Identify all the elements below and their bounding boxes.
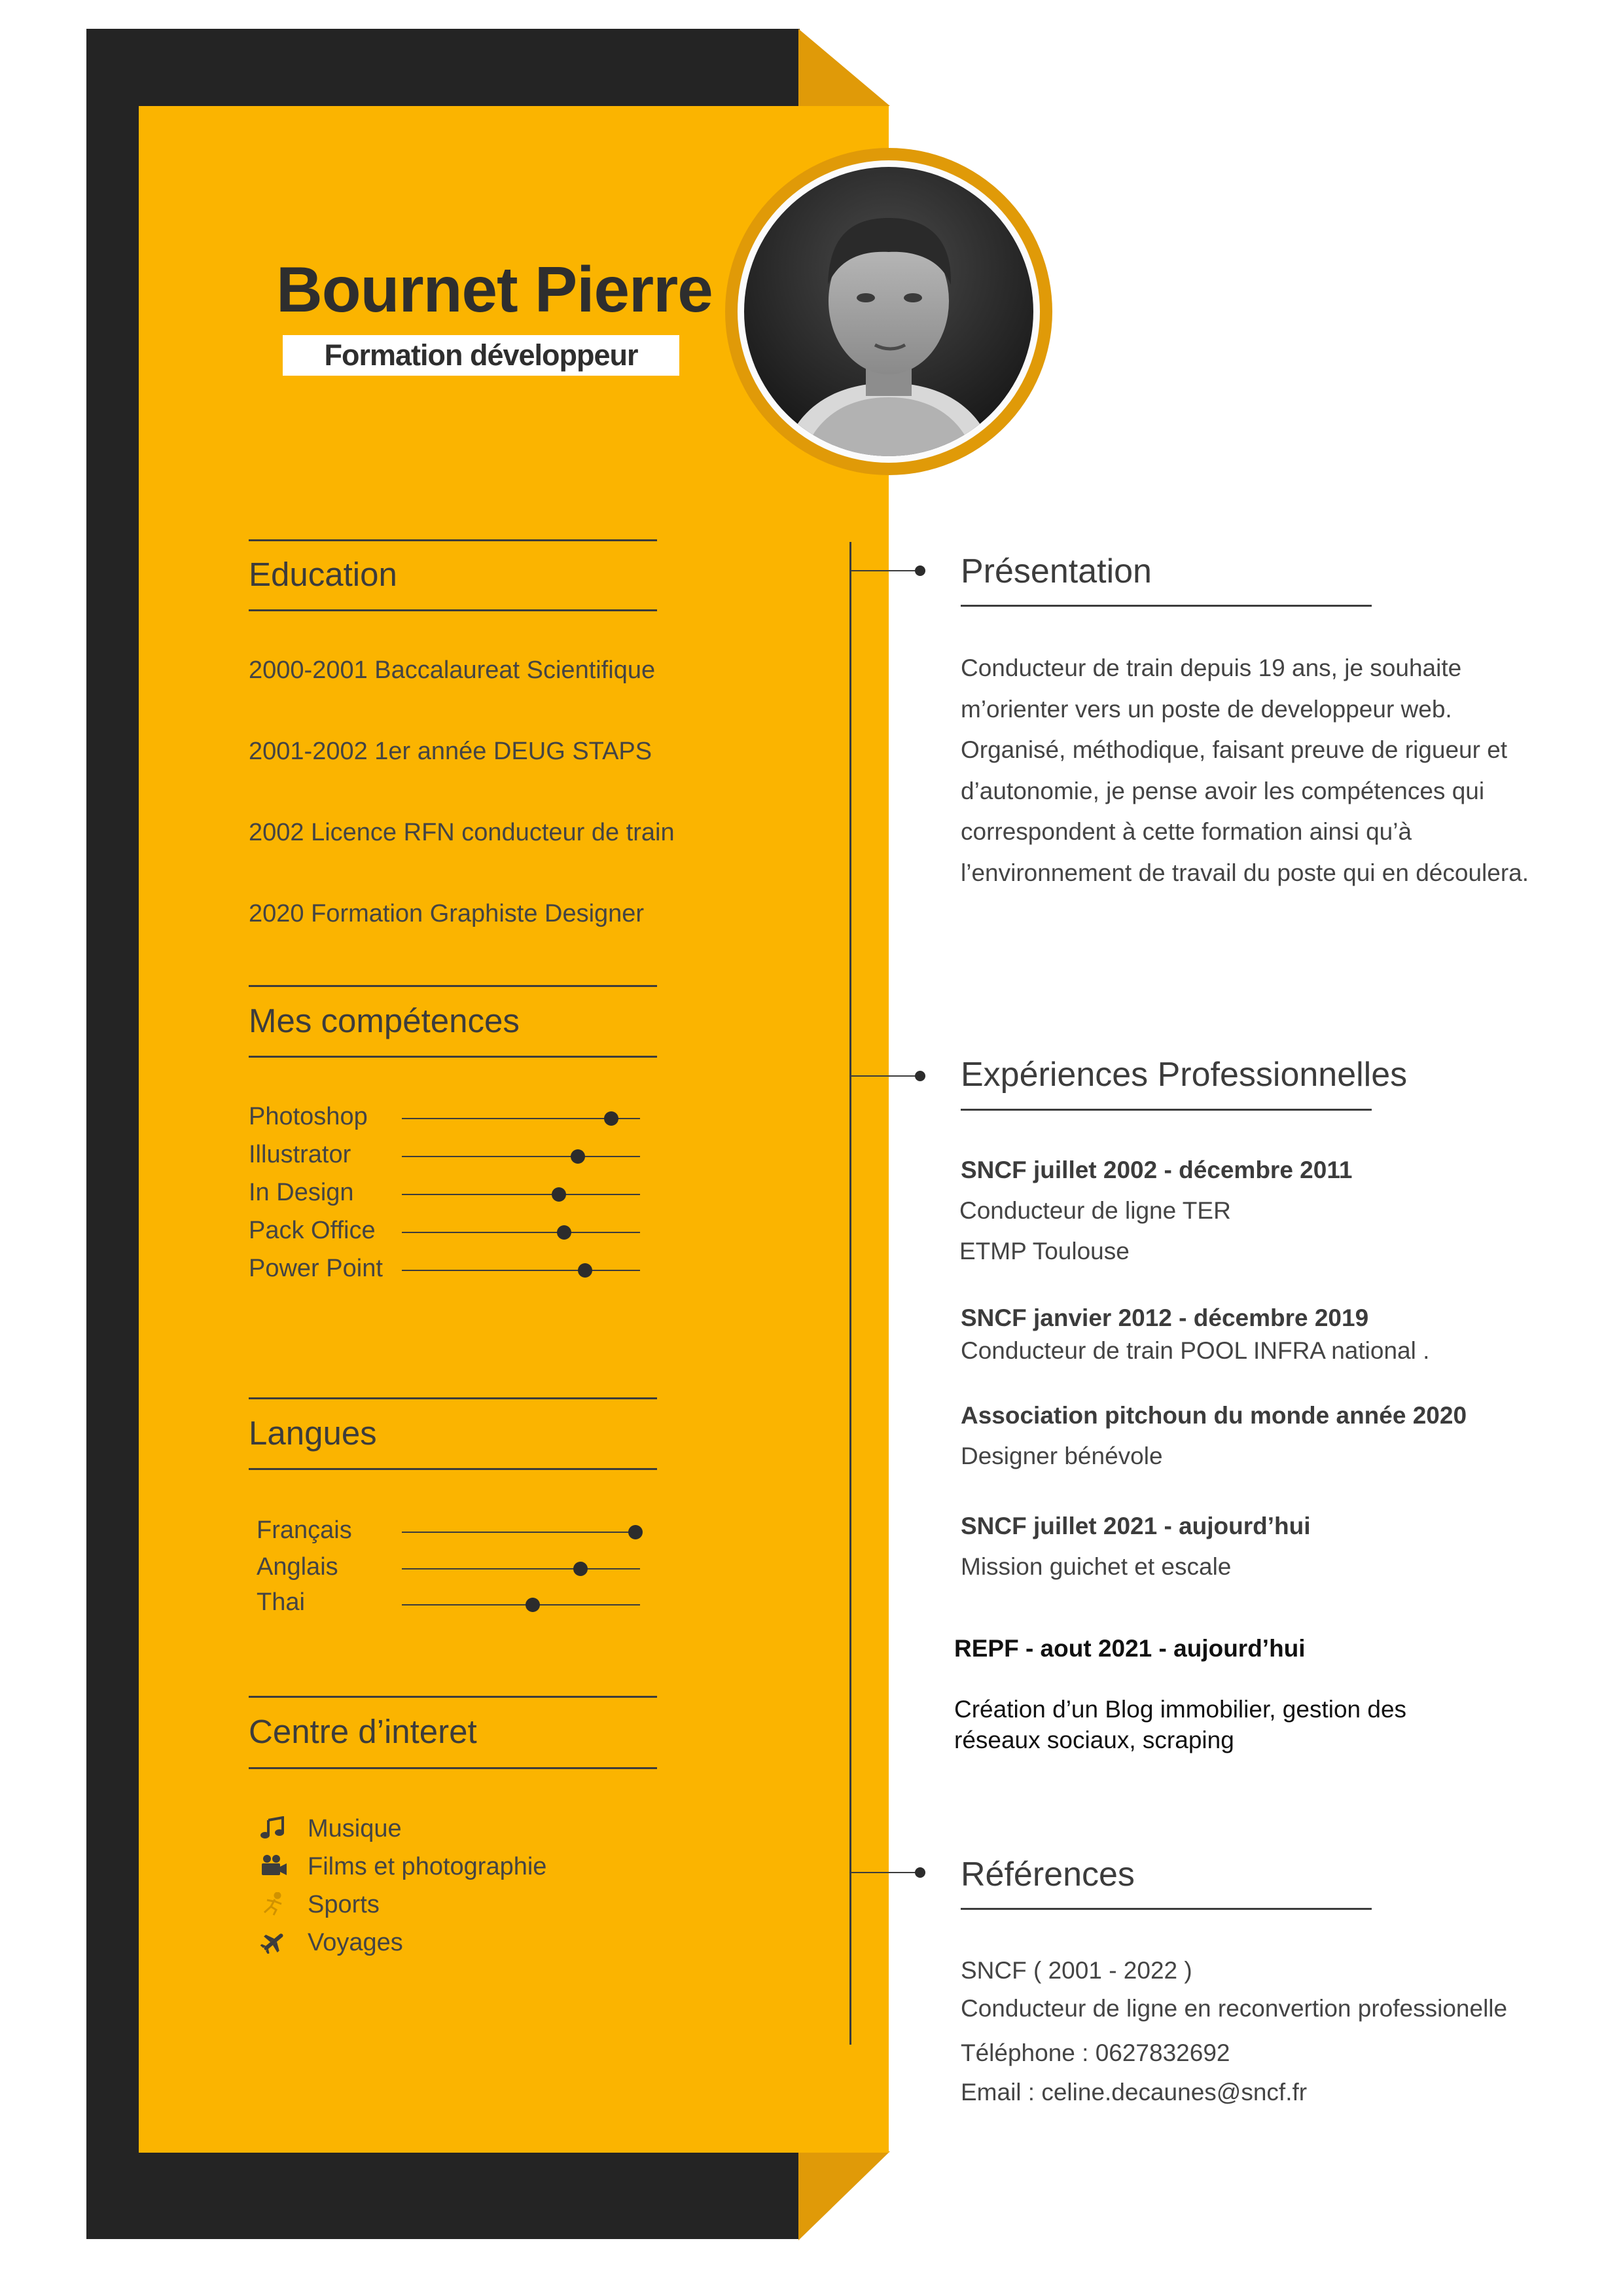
music-note-icon xyxy=(259,1816,288,1840)
experience-rule xyxy=(961,1109,1372,1111)
skill-bar-track xyxy=(402,1194,640,1195)
timeline-dot xyxy=(915,1071,925,1081)
education-rule-bottom xyxy=(249,609,657,611)
language-label: Français xyxy=(257,1516,352,1544)
airplane-icon xyxy=(259,1930,288,1954)
skill-label: Photoshop xyxy=(249,1103,368,1130)
education-title: Education xyxy=(249,556,397,593)
experience-line: réseaux sociaux, scraping xyxy=(954,1727,1234,1753)
experience-heading: REPF - aout 2021 - aujourd’hui xyxy=(954,1635,1306,1662)
timeline-dot xyxy=(915,1867,925,1878)
language-bar-track xyxy=(402,1532,640,1533)
presentation-rule xyxy=(961,605,1372,607)
reference-line: SNCF ( 2001 - 2022 ) xyxy=(961,1957,1192,1984)
skill-level-dot xyxy=(557,1225,571,1240)
interest-label: Films et photographie xyxy=(308,1853,547,1880)
skill-label: Power Point xyxy=(249,1255,383,1282)
experience-line: Conducteur de ligne TER xyxy=(959,1197,1231,1224)
language-label: Anglais xyxy=(257,1553,338,1581)
experience-heading: SNCF juillet 2002 - décembre 2011 xyxy=(961,1157,1353,1183)
interest-label: Musique xyxy=(308,1815,402,1842)
skill-bar-track xyxy=(402,1232,640,1233)
languages-rule-top xyxy=(249,1397,657,1399)
education-item: 2000-2001 Baccalaureat Scientifique xyxy=(249,656,656,684)
skills-title: Mes compétences xyxy=(249,1002,520,1039)
gold-fold-top xyxy=(798,29,890,107)
experience-line: Création d’un Blog immobilier, gestion des xyxy=(954,1696,1407,1723)
references-title: Références xyxy=(961,1856,1135,1893)
skill-label: Illustrator xyxy=(249,1141,351,1168)
skill-bar-track xyxy=(402,1156,640,1157)
timeline-tick xyxy=(849,1872,919,1873)
interests-rule-top xyxy=(249,1696,657,1698)
skill-bar-track xyxy=(402,1270,640,1271)
presentation-title: Présentation xyxy=(961,552,1152,590)
languages-title: Langues xyxy=(249,1414,377,1452)
language-level-dot xyxy=(573,1562,588,1576)
skill-label: Pack Office xyxy=(249,1217,376,1244)
education-item: 2001-2002 1er année DEUG STAPS xyxy=(249,738,652,765)
language-label: Thai xyxy=(257,1588,305,1616)
interests-rule-bottom xyxy=(249,1767,657,1769)
skills-rule-top xyxy=(249,985,657,987)
language-bar-track xyxy=(402,1568,640,1570)
timeline-tick xyxy=(849,1075,919,1077)
experience-line: Conducteur de train POOL INFRA national . xyxy=(961,1337,1430,1364)
interest-label: Voyages xyxy=(308,1929,403,1956)
experience-line: ETMP Toulouse xyxy=(959,1238,1130,1265)
experience-heading: Association pitchoun du monde année 2020 xyxy=(961,1402,1467,1429)
experience-line: Mission guichet et escale xyxy=(961,1553,1232,1580)
education-item: 2020 Formation Graphiste Designer xyxy=(249,900,645,927)
reference-line: Conducteur de ligne en reconvertion professionelle xyxy=(961,1995,1508,2022)
language-bar-track xyxy=(402,1604,640,1605)
presentation-text: Conducteur de train depuis 19 ans, je souhaite m’orienter vers un poste de developpeur web. Organisé, méthodique, faisant preuve de rigueur et d’autonomie, je pense avoir les compétences qui correspondent à cette formation ainsi qu’à l’environnement de travail du poste qui en découlera. xyxy=(961,655,1529,886)
languages-rule-bottom xyxy=(249,1468,657,1470)
interest-label: Sports xyxy=(308,1891,380,1918)
running-person-icon xyxy=(259,1892,288,1916)
references-rule xyxy=(961,1908,1372,1910)
language-level-dot xyxy=(628,1525,643,1539)
education-item: 2002 Licence RFN conducteur de train xyxy=(249,819,675,846)
video-camera-icon xyxy=(259,1854,288,1878)
experience-title: Expériences Professionnelles xyxy=(961,1056,1408,1094)
experience-heading: SNCF janvier 2012 - décembre 2019 xyxy=(961,1304,1369,1331)
timeline-dot xyxy=(915,565,925,576)
job-subtitle: Formation développeur xyxy=(283,335,679,376)
experience-line: Designer bénévole xyxy=(961,1443,1163,1469)
education-rule-top xyxy=(249,539,657,541)
timeline-line xyxy=(849,542,851,2045)
timeline-tick xyxy=(849,570,919,571)
person-name: Bournet Pierre xyxy=(276,253,713,325)
experience-heading: SNCF juillet 2021 - aujourd’hui xyxy=(961,1513,1311,1539)
reference-phone: Téléphone : 0627832692 xyxy=(961,2039,1230,2066)
reference-email: Email : celine.decaunes@sncf.fr xyxy=(961,2079,1308,2106)
profile-photo xyxy=(744,167,1033,456)
interests-title: Centre d’interet xyxy=(249,1713,477,1750)
skills-rule-bottom xyxy=(249,1056,657,1058)
skill-label: In Design xyxy=(249,1179,354,1206)
gold-fold-bottom xyxy=(798,2151,890,2240)
